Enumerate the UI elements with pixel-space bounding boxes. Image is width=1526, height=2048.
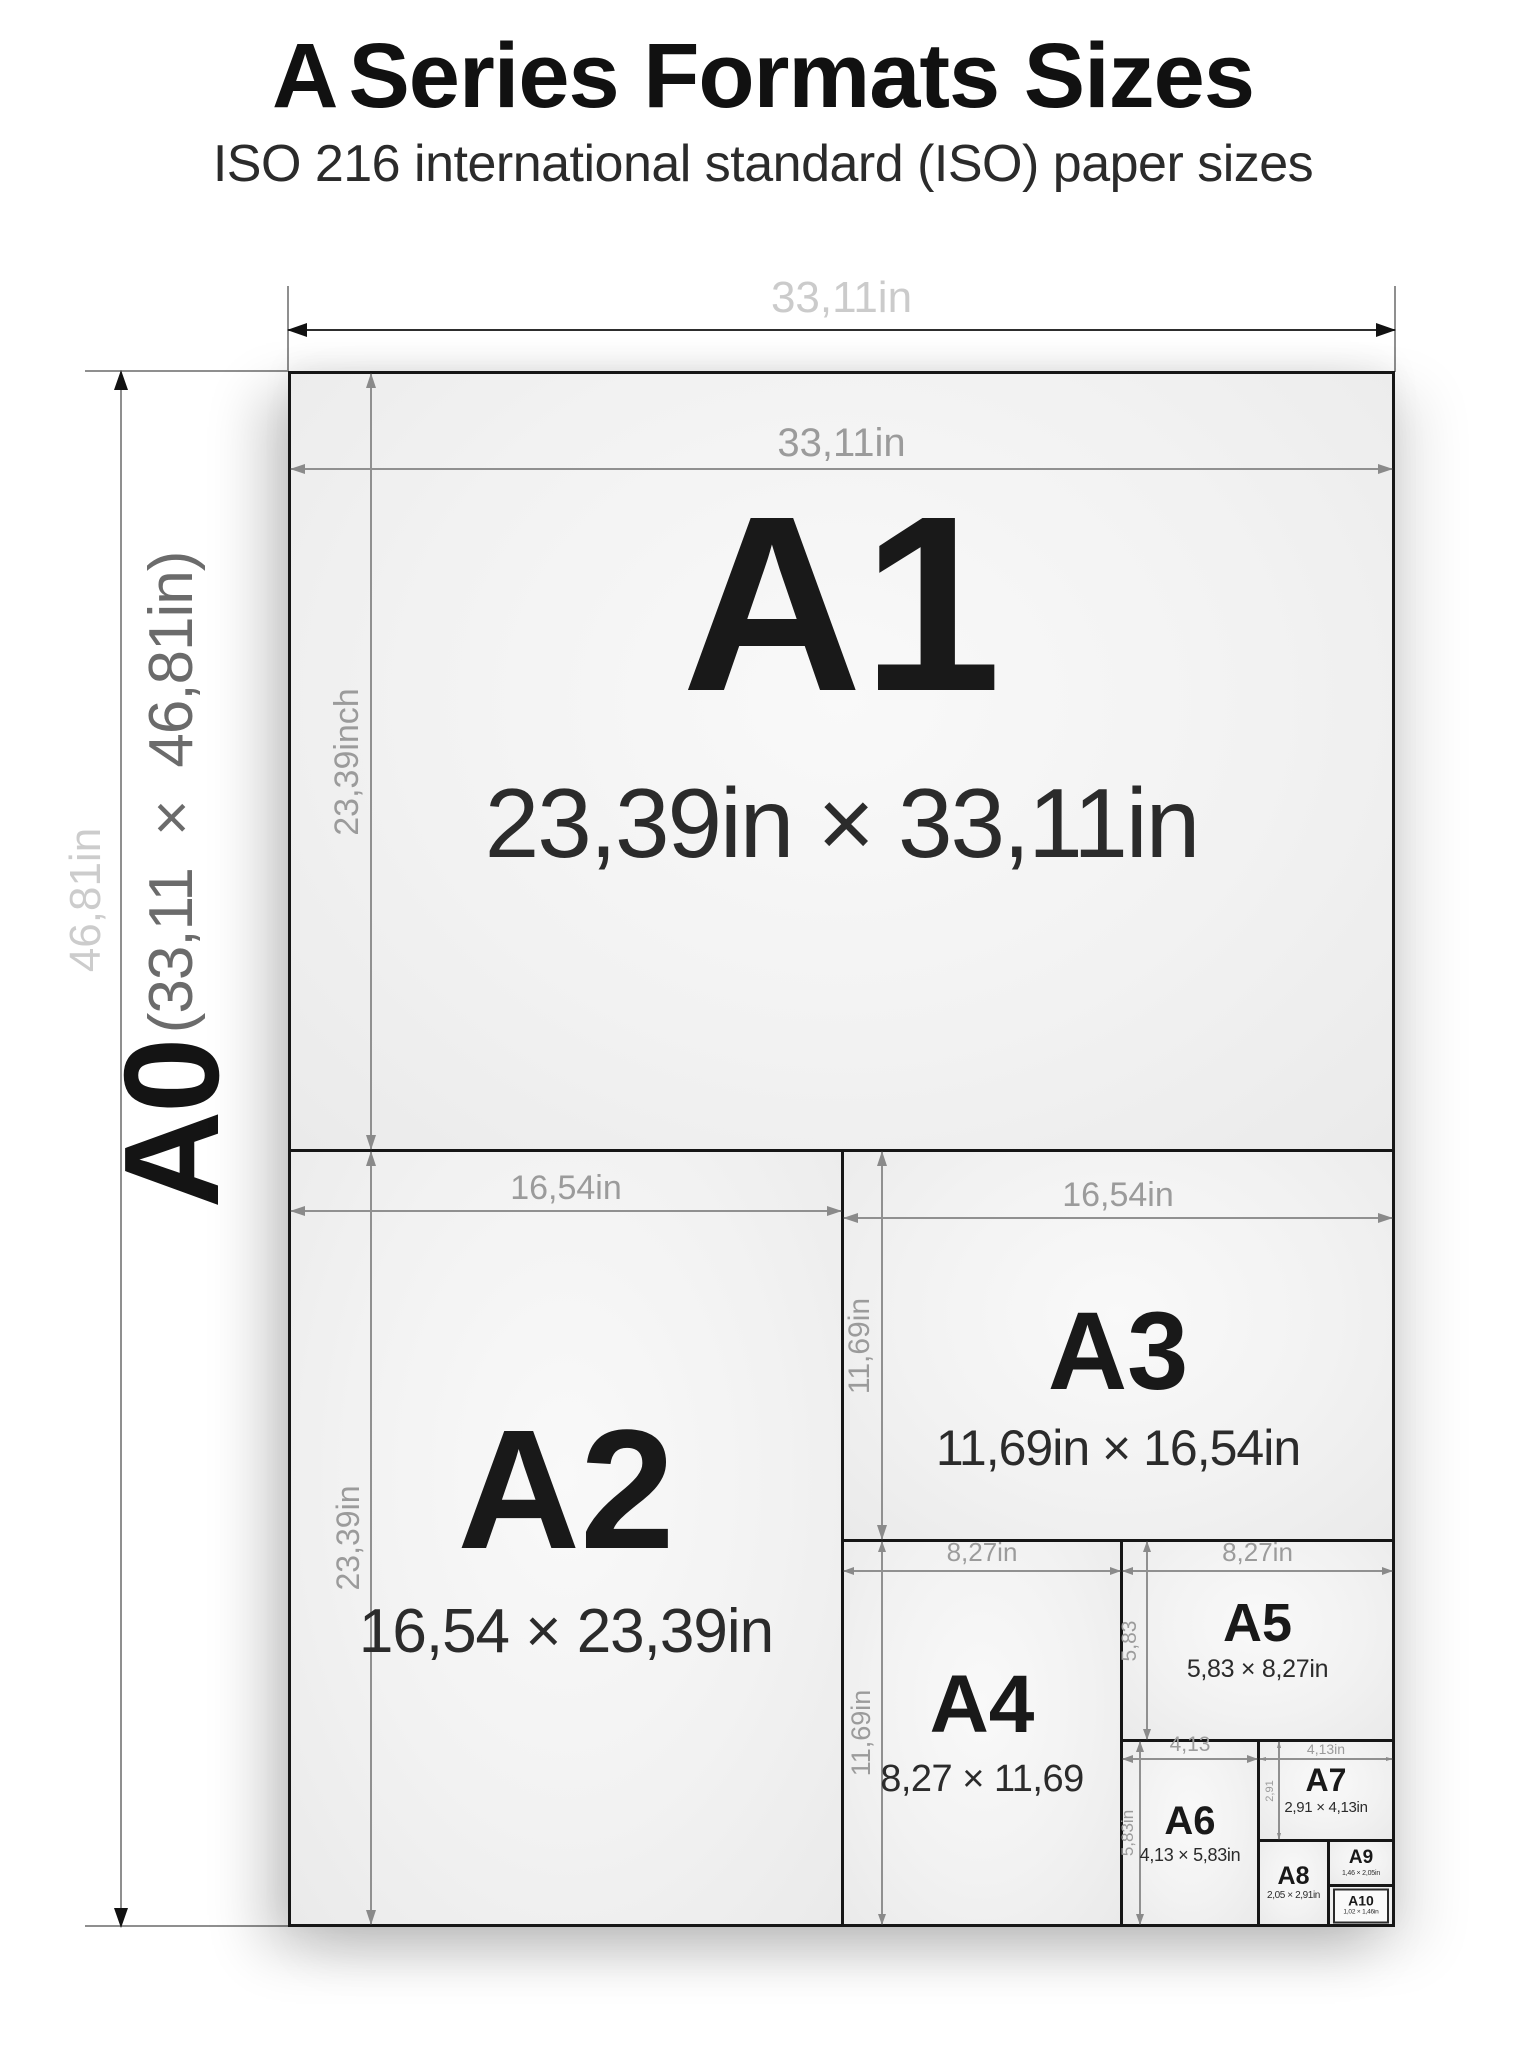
- a7-content: [1260, 1742, 1392, 1839]
- a0-height-dim-label: 46,81in: [60, 827, 110, 973]
- a3-height-dim-label: 11,69in: [842, 1297, 876, 1394]
- a7-height-dim-label: 2,91: [1263, 1779, 1276, 1802]
- a2-size: 16,54 × 23,39in: [358, 1596, 774, 1666]
- a7-label: A7: [1305, 1762, 1347, 1799]
- a1-size: 23,39in × 33,11in: [484, 768, 1199, 878]
- title-text: Series Formats Sizes: [348, 25, 1255, 127]
- a4-size: 8,27 × 11,69: [880, 1757, 1084, 1800]
- a4-height-dim-label: 11,69in: [845, 1689, 876, 1777]
- paper-a6: [1117, 1732, 1260, 1924]
- a5-height-dim-label: 5,83: [1117, 1620, 1141, 1661]
- a0-caption: [96, 552, 247, 1209]
- header: [0, 25, 1526, 194]
- a0-width-dim-label: 33,11in: [770, 272, 913, 322]
- paper-a1: [291, 374, 1392, 1152]
- a1-label: A1: [681, 464, 1002, 743]
- dim-arrow-down-icon: [366, 1135, 376, 1150]
- a6-height-dim-label: 5,83in: [1117, 1809, 1137, 1857]
- a0-label: A0: [96, 1039, 247, 1209]
- a3-width-dim-label: 16,54in: [1062, 1175, 1174, 1214]
- a8-size: 2,05 × 2,91in: [1267, 1890, 1320, 1902]
- dim-arrow-up-icon: [877, 1151, 887, 1166]
- a4-content: [844, 1542, 1120, 1924]
- a10-size: 1,02 × 1,46in: [1343, 1908, 1379, 1916]
- a2-width-dim-label: 16,54in: [510, 1168, 622, 1207]
- a5-label: A5: [1222, 1592, 1293, 1653]
- paper-a5: [1117, 1536, 1392, 1742]
- a0-sheet: [288, 371, 1395, 1927]
- a7-width-dim-label: 4,13in: [1306, 1740, 1346, 1757]
- a2-height-dim-label: 23,39in: [329, 1485, 366, 1591]
- a6-width-dim-label: 4,13: [1169, 1732, 1211, 1756]
- a6-size: 4,13 × 5,83in: [1139, 1844, 1241, 1865]
- a10-label: A10: [1348, 1892, 1374, 1909]
- a8-content: [1260, 1842, 1327, 1924]
- a9-size: 1,46 × 2,05in: [1341, 1869, 1381, 1877]
- a2-label: A2: [457, 1394, 675, 1585]
- paper-a7: [1260, 1742, 1392, 1842]
- a5-size: 5,83 × 8,27in: [1186, 1655, 1329, 1684]
- a0-size-note: (33,11 × 46,81in): [137, 552, 206, 1034]
- paper-a9: [1330, 1842, 1392, 1887]
- a6-content: [1123, 1742, 1257, 1924]
- paper-a8: [1260, 1842, 1330, 1924]
- a1-height-dim-label: 23,39inch: [327, 687, 366, 836]
- paper-a10: [1333, 1888, 1389, 1923]
- a3-size: 11,69in × 16,54in: [935, 1420, 1301, 1476]
- paper-a4: [844, 1536, 1123, 1924]
- a1-width-dim-label: 33,11in: [777, 420, 906, 465]
- a7-size: 2,91 × 4,13in: [1284, 1798, 1368, 1816]
- paper-a10-cell: [1330, 1887, 1392, 1924]
- title-accent: A: [271, 25, 339, 127]
- a3-label: A3: [1047, 1290, 1189, 1413]
- a1-content: [291, 294, 1392, 1069]
- a4-width-dim-label: 8,27in: [946, 1536, 1018, 1567]
- paper-a3: [844, 1152, 1392, 1542]
- a5-width-dim-label: 8,27in: [1222, 1536, 1293, 1567]
- page-subtitle: ISO 216 international standard (ISO) paper sizes: [212, 134, 1314, 193]
- a4-label: A4: [929, 1659, 1035, 1751]
- a2-content: [291, 1152, 841, 1924]
- a6-label: A6: [1164, 1798, 1216, 1843]
- page-title: [0, 25, 1526, 127]
- a5-content: [1123, 1542, 1392, 1739]
- a8-label: A8: [1277, 1861, 1310, 1890]
- paper-a2: [291, 1152, 844, 1924]
- a9-label: A9: [1348, 1847, 1374, 1869]
- dim-arrow-down-icon: [114, 1908, 128, 1928]
- a9-content: [1330, 1842, 1392, 1884]
- a3-content: [844, 1194, 1392, 1581]
- dim-arrow-up-icon: [114, 370, 128, 390]
